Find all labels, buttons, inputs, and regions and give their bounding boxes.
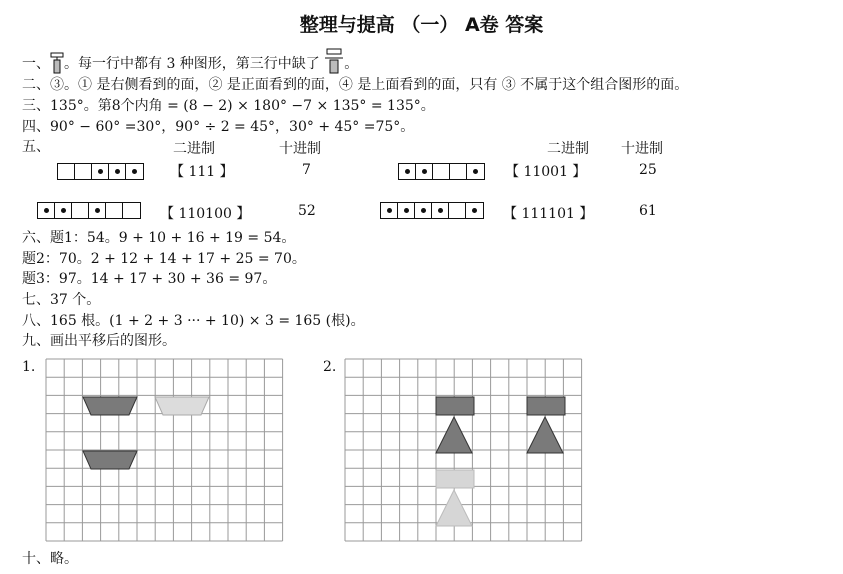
- trapezoid-original: [83, 397, 137, 415]
- question-3: 三、135°。第8个内角 = (8 − 2) × 180° −7 × 135° = 135°。: [22, 98, 435, 114]
- abacus-111: [57, 163, 144, 180]
- question-9: 九、画出平移后的图形。: [22, 333, 176, 349]
- decimal-value: 7: [302, 162, 311, 178]
- header-binary-right: 二进制: [547, 141, 589, 157]
- decimal-value: 25: [639, 162, 657, 178]
- binary-value: 【 11001 】: [505, 164, 587, 180]
- page-title: 整理与提高 （一） A卷 答案: [299, 14, 544, 36]
- rectangle-original: [436, 397, 474, 415]
- rectangle-translated-right: [527, 397, 565, 415]
- binary-value: 【 110100 】: [160, 206, 251, 222]
- triangle-translated-down: [436, 490, 472, 526]
- header-binary-left: 二进制: [173, 141, 215, 157]
- figure-1-grid: [45, 358, 285, 546]
- q1-prefix: 一、: [22, 56, 50, 72]
- rectangle-translated-down: [436, 470, 474, 488]
- question-5-label: 五、: [22, 139, 50, 155]
- figure-2-label: 2.: [323, 359, 337, 375]
- question-10: 十、略。: [22, 551, 78, 567]
- q1-text: 。每一行中都有 3 种图形，第三行中缺了: [64, 56, 320, 72]
- missing-shape-icon: [324, 48, 344, 79]
- figure-1-label: 1.: [22, 359, 36, 375]
- question-2: 二、③。① 是右侧看到的面，② 是正面看到的面，④ 是上面看到的面，只有 ③ 不属于这个组合图形的面。: [22, 77, 689, 93]
- question-4: 四、90° − 60° =30°，90° ÷ 2 = 45°，30° + 45° =75°。: [22, 119, 415, 135]
- question-1: [22, 48, 358, 79]
- triangle-original: [436, 417, 472, 453]
- question-6-line-1: 六、题1：54。9 + 10 + 16 + 19 = 54。: [22, 230, 296, 246]
- abacus-110100: [37, 202, 141, 219]
- binary-value: 【 111 】: [170, 164, 234, 180]
- decimal-value: 61: [639, 203, 657, 219]
- figure-2-grid: [344, 358, 584, 546]
- abacus-11001: [398, 163, 485, 180]
- triangle-translated-right: [527, 417, 563, 453]
- shape-icon: [50, 52, 64, 79]
- question-6-line-3: 题3：97。14 + 17 + 30 + 36 = 97。: [22, 271, 277, 287]
- binary-value: 【 111101 】: [503, 206, 594, 222]
- abacus-111101: [380, 202, 484, 219]
- trapezoid-translated-down: [83, 451, 137, 469]
- question-7: 七、37 个。: [22, 292, 101, 308]
- decimal-value: 52: [298, 203, 316, 219]
- header-decimal-left: 十进制: [279, 141, 321, 157]
- trapezoid-translated-right: [155, 397, 209, 415]
- q1-end: 。: [344, 56, 359, 72]
- question-8: 八、165 根。(1 + 2 + 3 ··· + 10) × 3 = 165 (根)。: [22, 313, 365, 329]
- header-decimal-right: 十进制: [621, 141, 663, 157]
- question-6-line-2: 题2：70。2 + 12 + 14 + 17 + 25 = 70。: [22, 251, 306, 267]
